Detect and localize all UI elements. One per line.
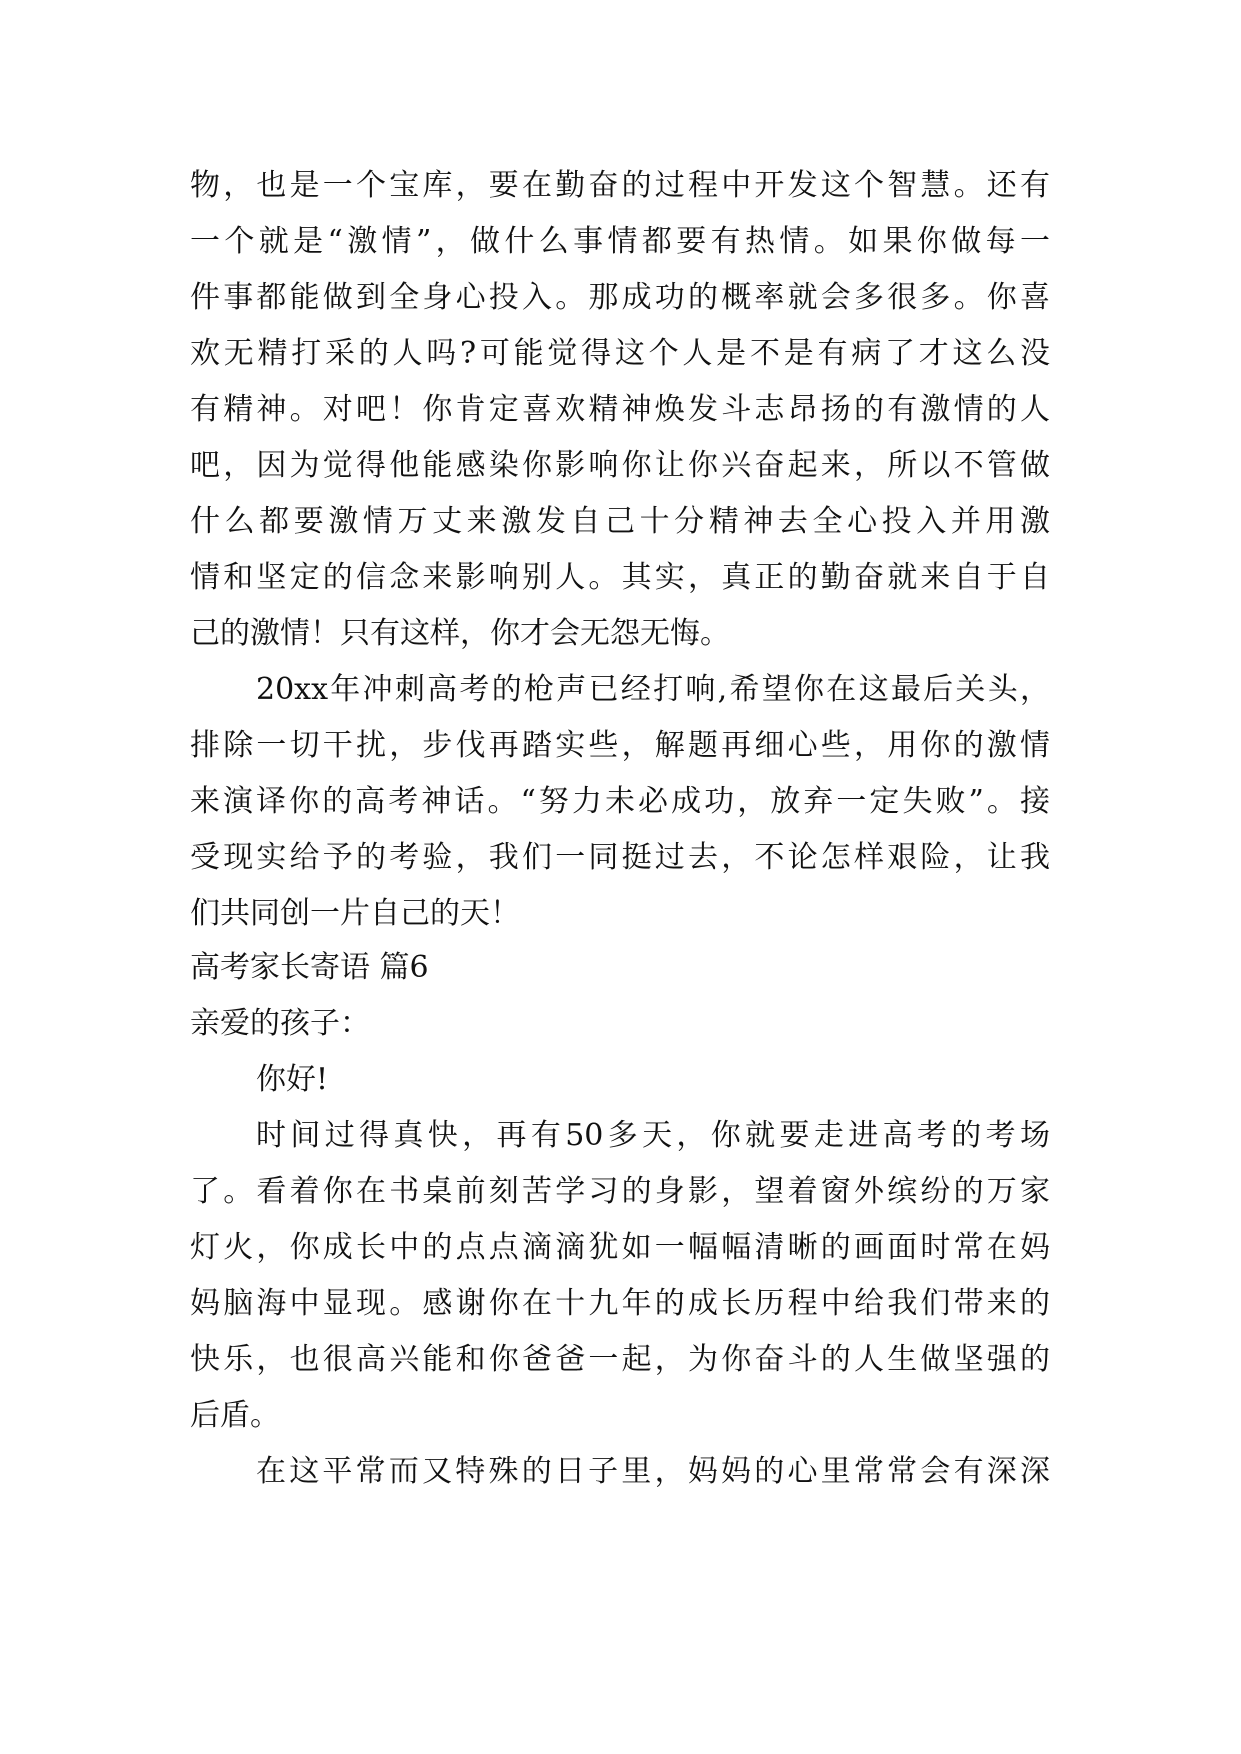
- paragraph-line: 什么都要激情万丈来激发自己十分精神去全心投入并用激: [190, 504, 1050, 539]
- paragraph-line: 来演译你的高考神话。“努力未必成功，放弃一定失败”。接: [190, 784, 1050, 819]
- paragraph-line: 情和坚定的信念来影响别人。其实，真正的勤奋就来自于自: [190, 560, 1050, 595]
- paragraph-line: 吧，因为觉得他能感染你影响你让你兴奋起来，所以不管做: [190, 448, 1050, 483]
- salutation: 亲爱的孩子：: [190, 1006, 370, 1041]
- paragraph-line: 己的激情！只有这样，你才会无怨无悔。: [190, 616, 730, 651]
- paragraph-line: 排除一切干扰，步伐再踏实些，解题再细心些，用你的激情: [190, 728, 1050, 763]
- paragraph-line: 一个就是“激情”，做什么事情都要有热情。如果你做每一: [190, 224, 1050, 259]
- section-heading: 高考家长寄语 篇6: [190, 950, 429, 985]
- paragraph-line: 受现实给予的考验，我们一同挺过去，不论怎样艰险，让我: [190, 840, 1050, 875]
- paragraph-line: 有精神。对吧！你肯定喜欢精神焕发斗志昂扬的有激情的人: [190, 392, 1050, 427]
- paragraph-line: 欢无精打采的人吗?可能觉得这个人是不是有病了才这么没: [190, 336, 1050, 371]
- paragraph-line: 妈脑海中显现。感谢你在十九年的成长历程中给我们带来的: [190, 1286, 1050, 1321]
- paragraph-line: 件事都能做到全身心投入。那成功的概率就会多很多。你喜: [190, 280, 1050, 315]
- paragraph-line: 灯火，你成长中的点点滴滴犹如一幅幅清晰的画面时常在妈: [190, 1230, 1050, 1265]
- paragraph-line: 时间过得真快，再有50多天，你就要走进高考的考场: [256, 1118, 1050, 1153]
- paragraph-line: 后盾。: [190, 1398, 280, 1433]
- paragraph-line: 了。看着你在书桌前刻苦学习的身影，望着窗外缤纷的万家: [190, 1174, 1050, 1209]
- paragraph-line: 快乐，也很高兴能和你爸爸一起，为你奋斗的人生做坚强的: [190, 1342, 1050, 1377]
- paragraph-line: 们共同创一片自己的天！: [190, 896, 520, 931]
- paragraph-line: 物，也是一个宝库，要在勤奋的过程中开发这个智慧。还有: [190, 168, 1050, 203]
- paragraph-line: 在这平常而又特殊的日子里，妈妈的心里常常会有深深: [256, 1454, 1050, 1489]
- paragraph-line: 20xx年冲刺高考的枪声已经打响,希望你在这最后关头，: [256, 672, 1050, 707]
- greeting: 你好!: [256, 1062, 329, 1097]
